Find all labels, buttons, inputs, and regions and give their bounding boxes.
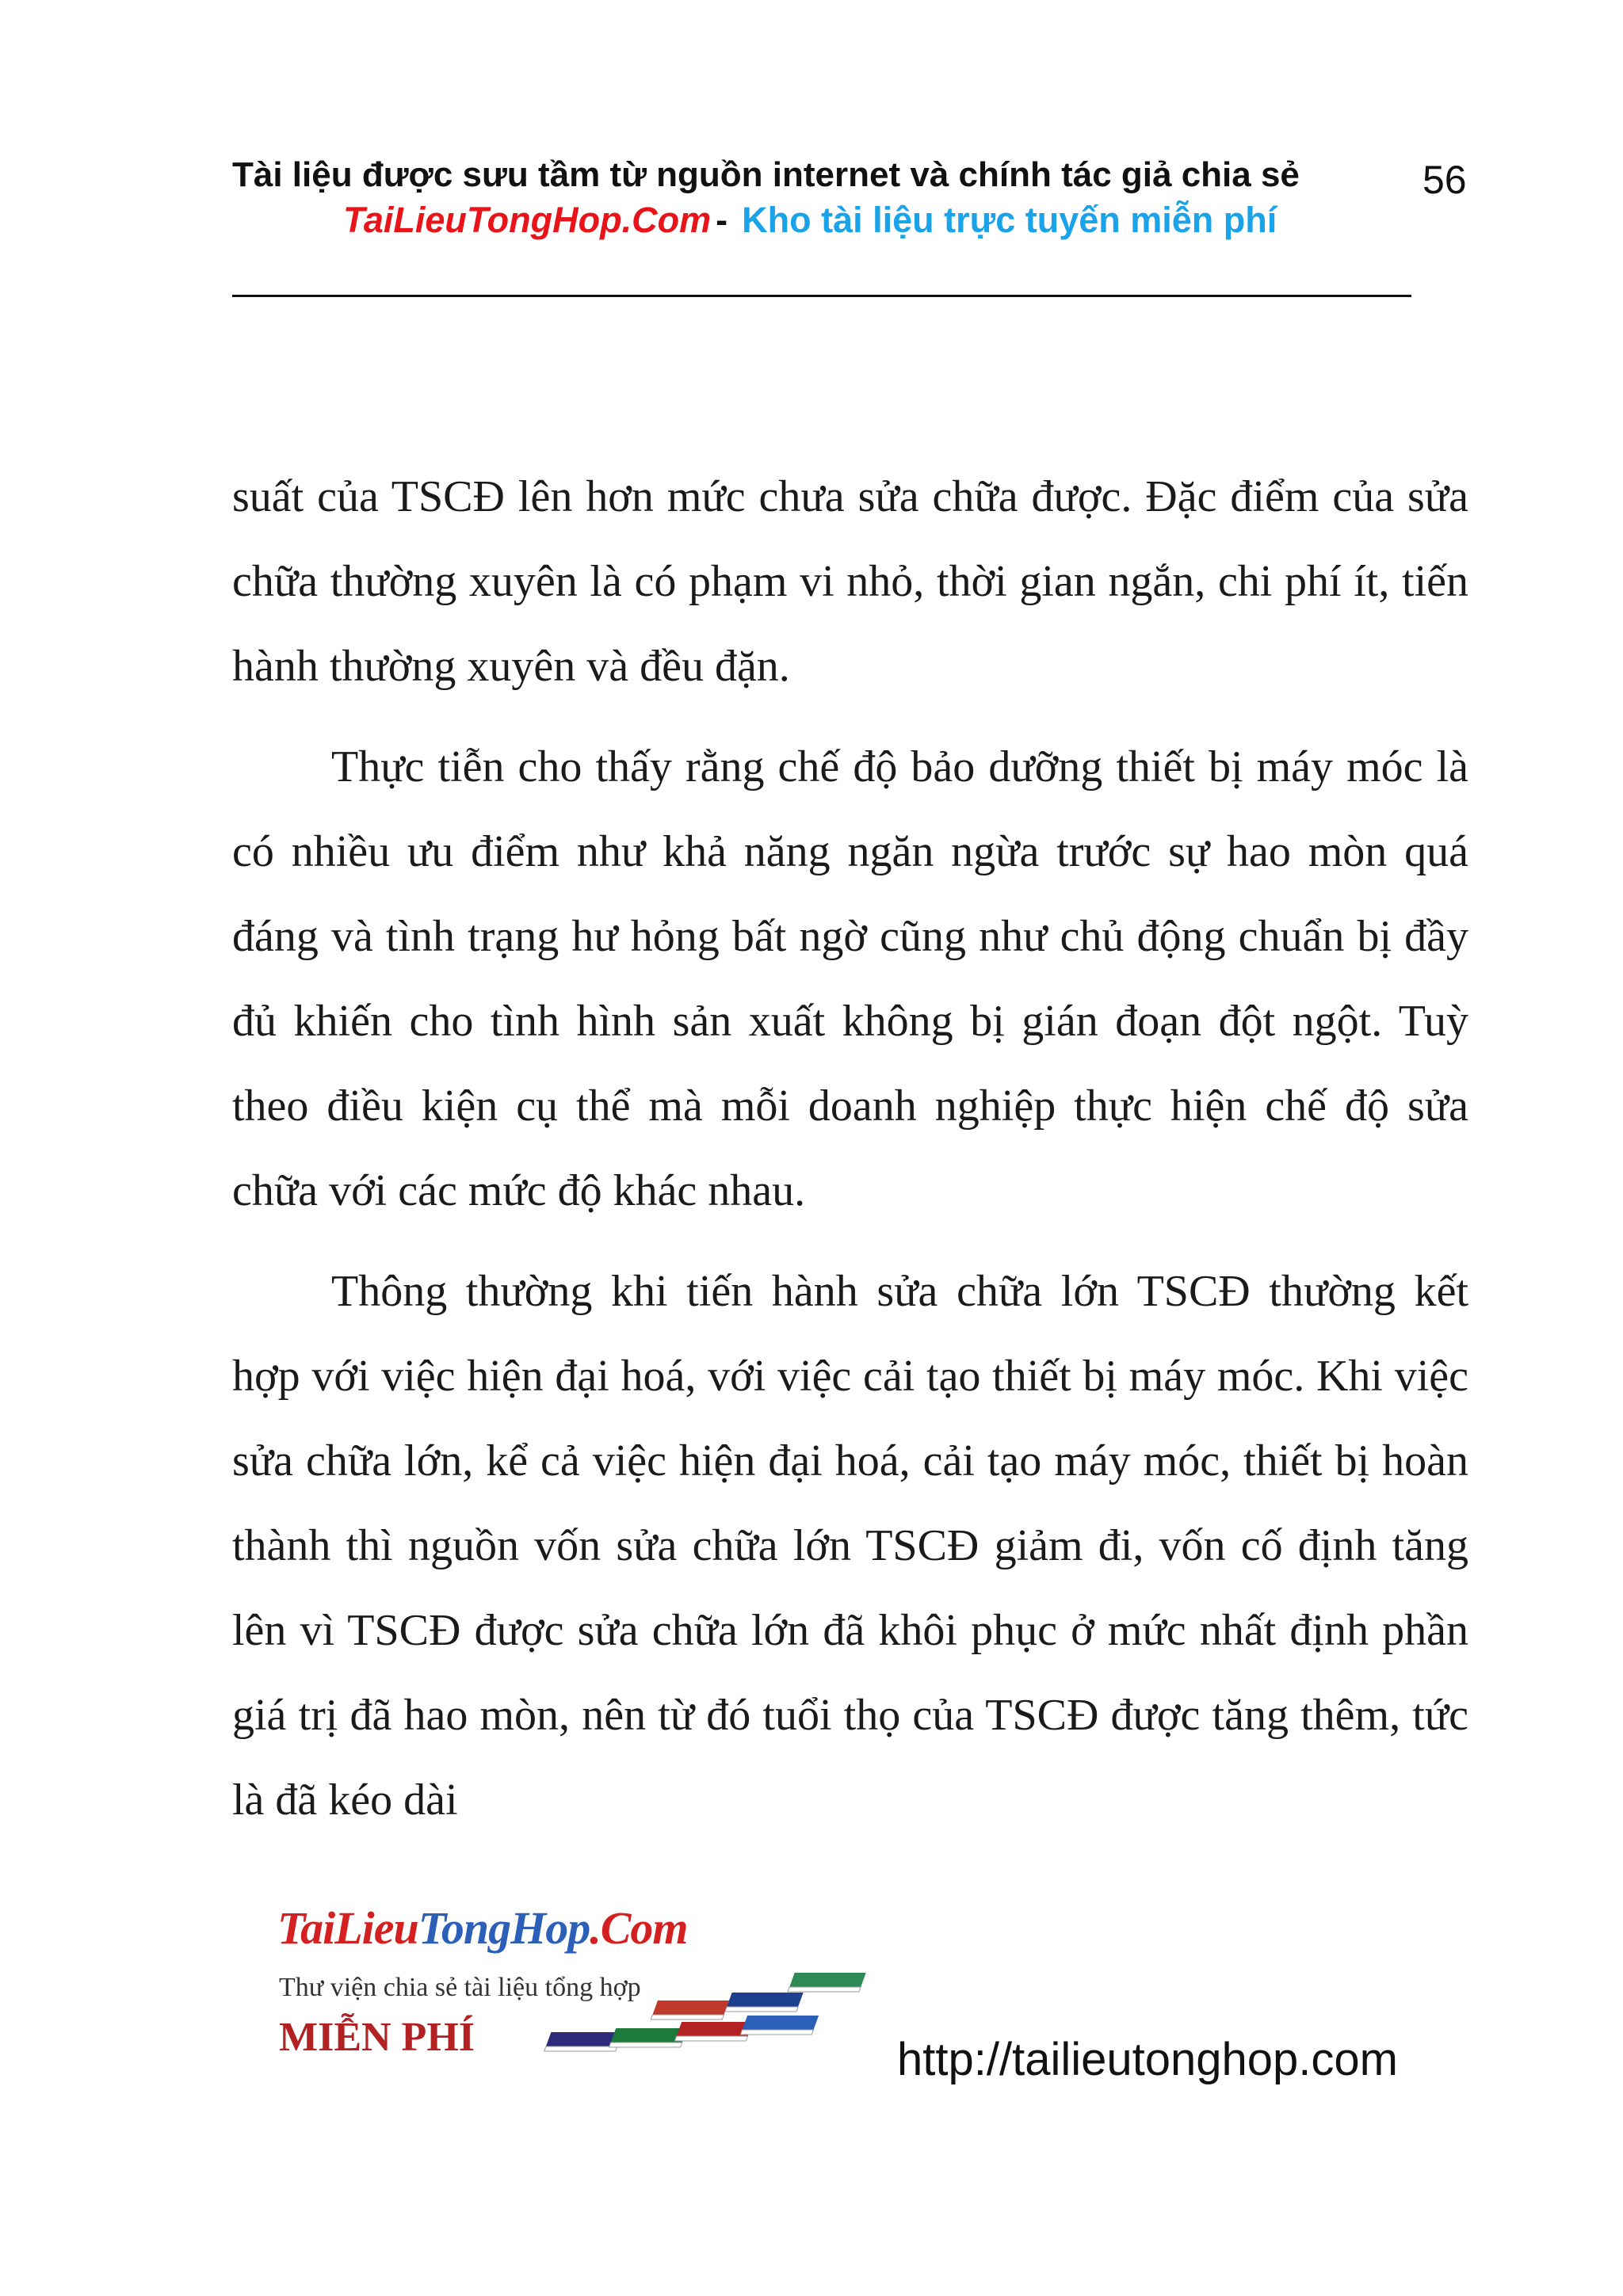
- logo-title: [277, 1901, 688, 1955]
- header-subtitle: [343, 200, 1277, 241]
- logo-subtitle: Thư viện chia sẻ tài liệu tổng hợp: [279, 1973, 641, 2002]
- site-logo: [277, 1894, 888, 2076]
- logo-title-part2: TongHop: [418, 1902, 590, 1954]
- document-body: [232, 455, 1468, 1859]
- paragraph: Thông thường khi tiến hành sửa chữa lớn TSCĐ thường kết hợp với việc hiện đại hoá, với việc cải tạo thiết bị máy móc. Khi việc sửa chữa lớn, kể cả việc hiện đại hoá, cải tạo máy móc, thiết bị hoàn thành thì nguồn vốn sửa chữa lớn TSCĐ giảm đi, vốn cố định tăng lên vì TSCĐ được sửa chữa lớn đã khôi phục ở mức nhất định phần giá trị đã hao mòn, nên từ đó tuổi thọ của TSCĐ được tăng thêm, tức là đã kéo dài: [232, 1267, 1468, 1825]
- site-name-link[interactable]: TaiLieuTongHop.Com: [343, 200, 712, 240]
- header-separator: -: [716, 200, 728, 240]
- logo-free-label: MIỄN PHÍ: [279, 2015, 475, 2060]
- books-stack-icon: [515, 1957, 880, 2068]
- logo-title-part3: .Com: [590, 1902, 688, 1954]
- header-tagline: Kho tài liệu trực tuyến miễn phí: [742, 200, 1277, 240]
- header-divider: [232, 295, 1411, 297]
- footer-url-link[interactable]: http://tailieutonghop.com: [897, 2034, 1398, 2085]
- page-number: 56: [1423, 158, 1467, 202]
- header-title: Tài liệu được sưu tầm từ nguồn internet và chính tác giả chia sẻ: [232, 155, 1300, 194]
- logo-title-part1: TaiLieu: [277, 1902, 418, 1954]
- paragraph: Thực tiễn cho thấy rằng chế độ bảo dưỡng thiết bị máy móc là có nhiều ưu điểm như khả năng ngăn ngừa trước sự hao mòn quá đáng và tình trạng hư hỏng bất ngờ cũng như chủ động chuẩn bị đầy đủ khiến cho tình hình sản xuất không bị gián đoạn đột ngột. Tuỳ theo điều kiện cụ thể mà mỗi doanh nghiệp thực hiện chế độ sửa chữa với các mức độ khác nhau.: [232, 742, 1468, 1215]
- paragraph: suất của TSCĐ lên hơn mức chưa sửa chữa được. Đặc điểm của sửa chữa thường xuyên là có phạm vi nhỏ, thời gian ngắn, chi phí ít, tiến hành thường xuyên và đều đặn.: [232, 472, 1468, 691]
